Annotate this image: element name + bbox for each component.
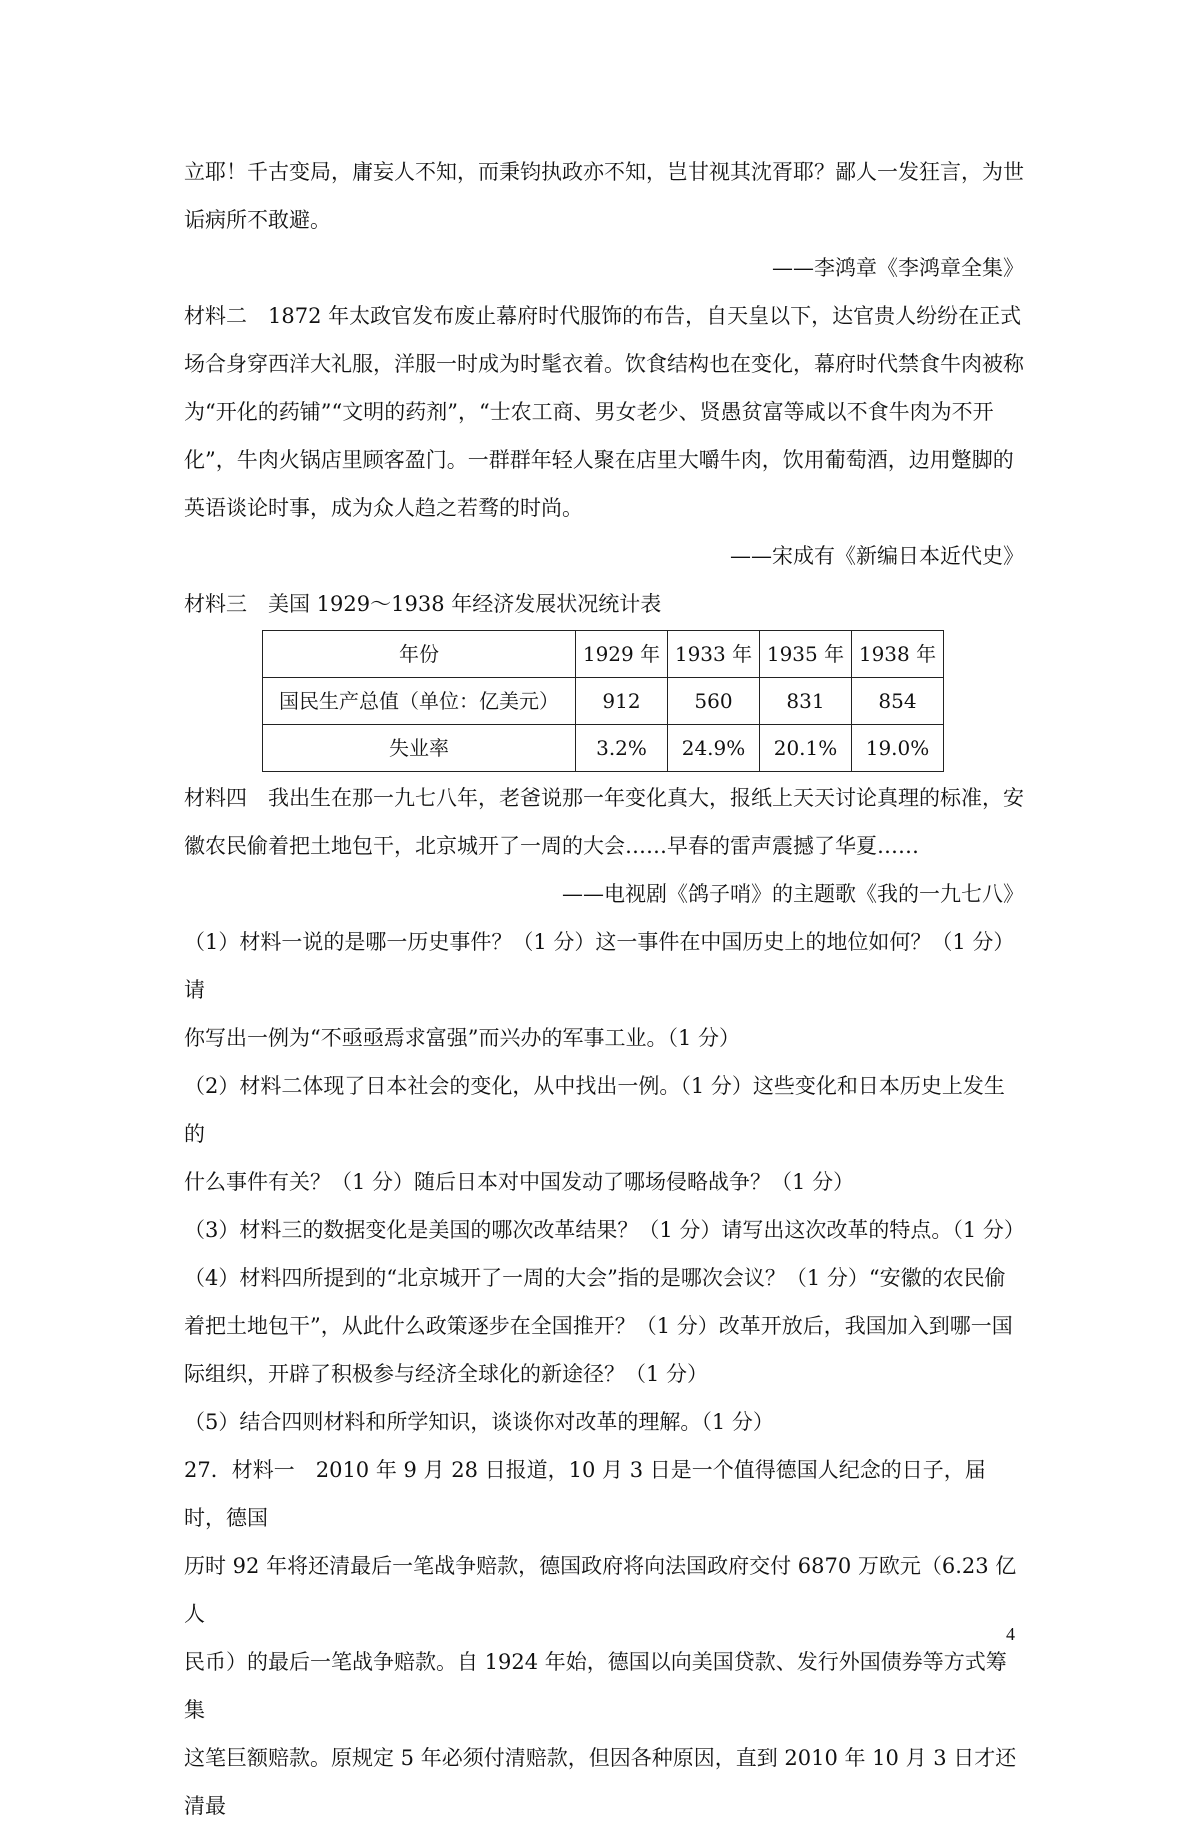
question-4-line: 着把土地包干”，从此什么政策逐步在全国推开？（1 分）改革开放后，我国加入到哪一国 xyxy=(184,1314,1013,1338)
material-2-line: 为“开化的药铺”“文明的药剂”，“士农工商、男女老少、贤愚贫富等咸以不食牛肉为不开 xyxy=(184,400,994,424)
question-5-line: （5）结合四则材料和所学知识，谈谈你对改革的理解。（1 分） xyxy=(184,1410,774,1434)
question-4-line: 际组织，开辟了积极参与经济全球化的新途径？（1 分） xyxy=(184,1362,709,1386)
question-1-line: 你写出一例为“不亟亟焉求富强”而兴办的军事工业。（1 分） xyxy=(184,1026,741,1050)
paragraph-line: 立耶！千古变局，庸妄人不知，而秉钧执政亦不知，岂甘视其沈胥耶？鄙人一发狂言，为世 xyxy=(184,160,1024,184)
table-cell: 1929 年 xyxy=(576,631,668,678)
table-row xyxy=(263,678,944,725)
table-cell: 1933 年 xyxy=(668,631,760,678)
table-cell: 20.1% xyxy=(760,725,852,772)
source-citation: ——宋成有《新编日本近代史》 xyxy=(730,544,1024,568)
material-3-title: 材料三 美国 1929～1938 年经济发展状况统计表 xyxy=(184,592,662,616)
question-3-line: （3）材料三的数据变化是美国的哪次改革结果？（1 分）请写出这次改革的特点。（1 分） xyxy=(184,1218,1025,1242)
source-citation: ——电视剧《鸽子哨》的主题歌《我的一九七八》 xyxy=(562,882,1024,906)
material-2-line: 化”，牛肉火锅店里顾客盈门。一群群年轻人聚在店里大嚼牛肉，饮用葡萄酒，边用蹩脚的 xyxy=(184,448,1014,472)
table-cell: 年份 xyxy=(263,631,576,678)
table-cell: 24.9% xyxy=(668,725,760,772)
question-27-line: 历时 92 年将还清最后一笔战争赔款，德国政府将向法国政府交付 6870 万欧元（6.23 亿人 xyxy=(184,1554,1017,1626)
table-cell: 1938 年 xyxy=(852,631,944,678)
question-27-line: 这笔巨额赔款。原规定 5 年必须付清赔款，但因各种原因，直到 2010 年 10 月 3 日才还清最 xyxy=(184,1746,1017,1818)
material-2-line: 英语谈论时事，成为众人趋之若骛的时尚。 xyxy=(184,496,583,520)
page-number: 4 xyxy=(1006,1624,1015,1644)
document-body xyxy=(184,148,1024,1830)
question-27-line: 27．材料一 2010 年 9 月 28 日报道，10 月 3 日是一个值得德国人纪念的日子，届时，德国 xyxy=(184,1458,986,1530)
question-27-line: 民币）的最后一笔战争赔款。自 1924 年始，德国以向美国贷款、发行外国债券等方式筹集 xyxy=(184,1650,1007,1722)
material-2-line: 场合身穿西洋大礼服，洋服一时成为时髦衣着。饮食结构也在变化，幕府时代禁食牛肉被称 xyxy=(184,352,1024,376)
table-cell: 19.0% xyxy=(852,725,944,772)
question-4-line: （4）材料四所提到的“北京城开了一周的大会”指的是哪次会议？（1 分）“安徽的农民偷 xyxy=(184,1266,1006,1290)
question-2-line: 什么事件有关？（1 分）随后日本对中国发动了哪场侵略战争？（1 分） xyxy=(184,1170,855,1194)
paragraph-line: 诟病所不敢避。 xyxy=(184,208,331,232)
table-cell: 831 xyxy=(760,678,852,725)
table-cell: 854 xyxy=(852,678,944,725)
material-2-line: 材料二 1872 年太政官发布废止幕府时代服饰的布告，自天皇以下，达官贵人纷纷在正式 xyxy=(184,304,1022,328)
material-4-line: 材料四 我出生在那一九七八年，老爸说那一年变化真大，报纸上天天讨论真理的标准，安 xyxy=(184,786,1024,810)
table-cell: 失业率 xyxy=(263,725,576,772)
question-1-line: （1）材料一说的是哪一历史事件？（1 分）这一事件在中国历史上的地位如何？（1 分）请 xyxy=(184,930,1015,1002)
question-2-line: （2）材料二体现了日本社会的变化，从中找出一例。（1 分）这些变化和日本历史上发生的 xyxy=(184,1074,1005,1146)
material-4-line: 徽农民偷着把土地包干，北京城开了一周的大会……早春的雷声震撼了华夏…… xyxy=(184,834,919,858)
table-row xyxy=(263,725,944,772)
table-cell: 3.2% xyxy=(576,725,668,772)
table-cell: 560 xyxy=(668,678,760,725)
table-cell: 国民生产总值（单位：亿美元） xyxy=(263,678,576,725)
table-cell: 1935 年 xyxy=(760,631,852,678)
economic-stats-table xyxy=(262,630,944,772)
source-citation: ——李鸿章《李鸿章全集》 xyxy=(772,256,1024,280)
table-header-row xyxy=(263,631,944,678)
table-cell: 912 xyxy=(576,678,668,725)
